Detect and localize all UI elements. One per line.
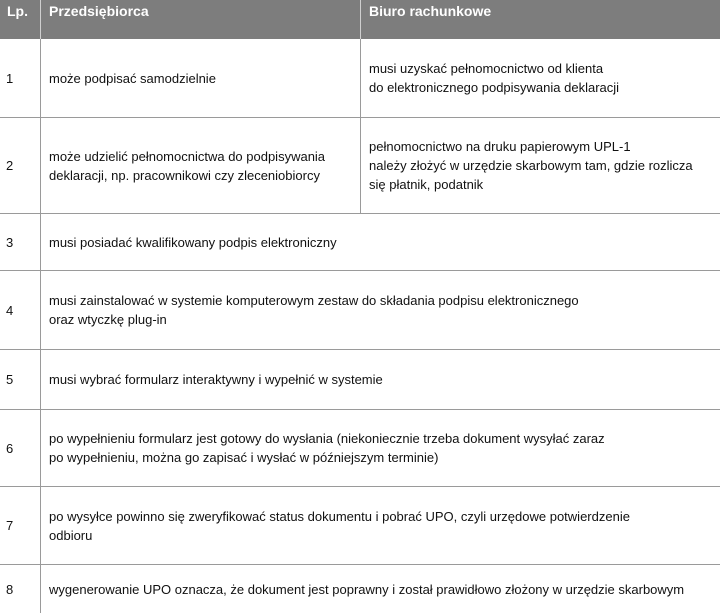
row-number: 5 bbox=[6, 372, 14, 387]
table-row bbox=[0, 214, 720, 271]
table-row bbox=[0, 271, 720, 350]
table-row bbox=[0, 565, 720, 613]
header-przedsiebiorca: Przedsiębiorca bbox=[40, 0, 361, 39]
table-row bbox=[0, 118, 720, 214]
przedsiebiorca-cell: może udzielić pełnomocnictwa do podpisywania deklaracji, np. pracownikowi czy zleceniobiorcy bbox=[40, 118, 360, 213]
row-number: 3 bbox=[6, 234, 14, 250]
table-row bbox=[0, 410, 720, 487]
shared-cell: musi zainstalować w systemie komputerowym zestaw do składania podpisu elektronicznego oraz wtyczkę plug-in bbox=[40, 271, 720, 349]
shared-cell: po wysyłce powinno się zweryfikować status dokumentu i pobrać UPO, czyli urzędowe potwierdzenie odbioru bbox=[40, 487, 720, 564]
shared-cell: po wypełnieniu formularz jest gotowy do wysłania (niekoniecznie trzeba dokument wysyłać zaraz po wypełnieniu, można go zapisać i wysłać w późniejszym terminie) bbox=[40, 410, 720, 486]
biuro-cell: musi uzyskać pełnomocnictwo od klienta do elektronicznego podpisywania deklaracji bbox=[360, 39, 720, 117]
row-number: 2 bbox=[6, 158, 14, 173]
table-row bbox=[0, 350, 720, 410]
row-number: 1 bbox=[6, 70, 14, 86]
header-lp: Lp. bbox=[7, 3, 28, 19]
header-biuro-rachunkowe: Biuro rachunkowe bbox=[360, 0, 720, 39]
row-number: 6 bbox=[6, 440, 14, 456]
shared-cell: musi posiadać kwalifikowany podpis elektroniczny bbox=[40, 214, 720, 270]
przedsiebiorca-cell: może podpisać samodzielnie bbox=[40, 39, 360, 117]
row-number: 7 bbox=[6, 518, 14, 533]
row-number: 8 bbox=[6, 581, 14, 597]
shared-cell: musi wybrać formularz interaktywny i wypełnić w systemie bbox=[40, 350, 720, 409]
table-header bbox=[0, 0, 720, 39]
table-row bbox=[0, 487, 720, 565]
row-number: 4 bbox=[6, 302, 14, 318]
table-row bbox=[0, 39, 720, 118]
shared-cell: wygenerowanie UPO oznacza, że dokument jest poprawny i został prawidłowo złożony w urzędzie skarbowym bbox=[40, 565, 720, 613]
biuro-cell: pełnomocnictwo na druku papierowym UPL-1 należy złożyć w urzędzie skarbowym tam, gdzie rozlicza się płatnik, podatnik bbox=[360, 118, 720, 213]
